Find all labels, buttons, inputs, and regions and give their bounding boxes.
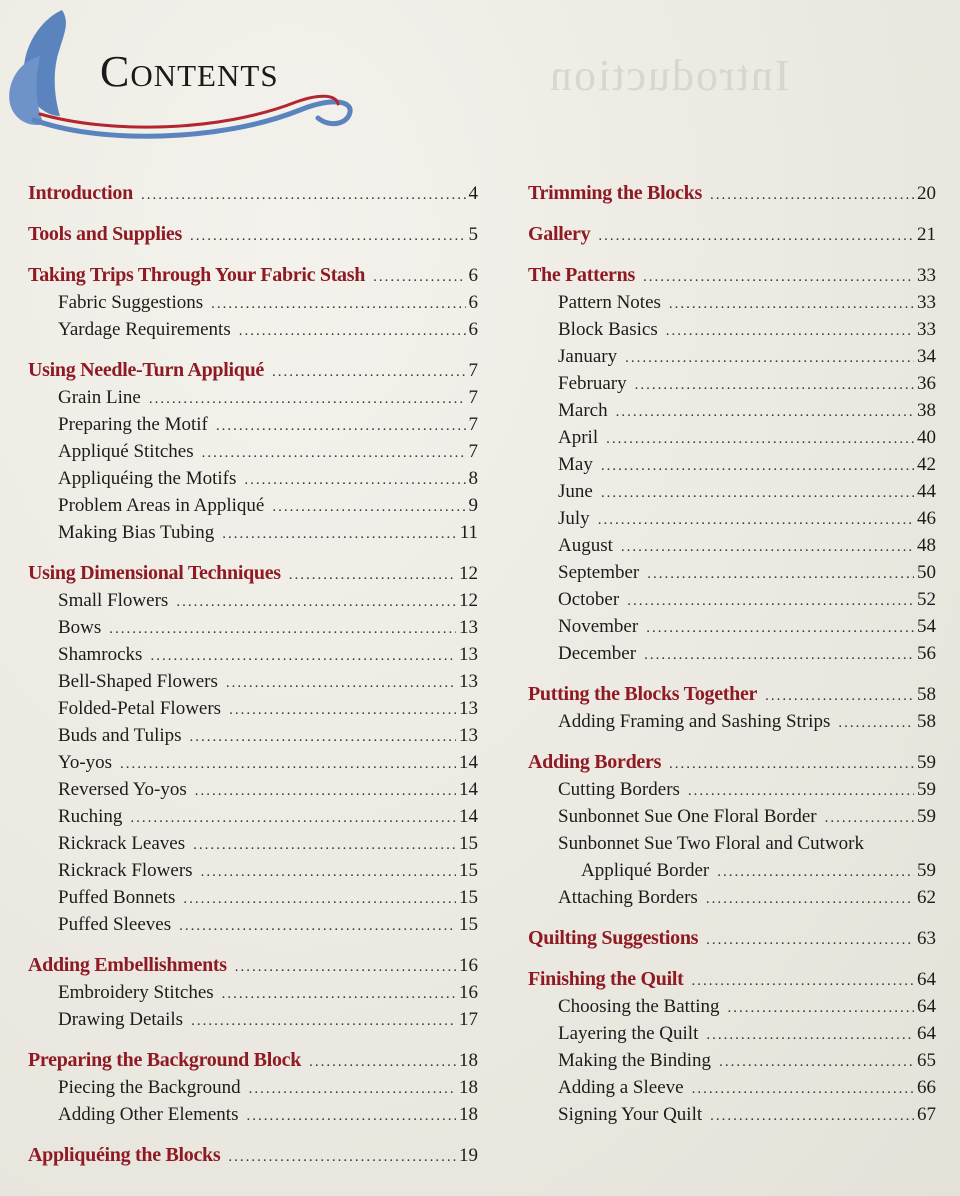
toc-subentry[interactable] [528, 1020, 936, 1047]
page-number: 14 [459, 752, 478, 773]
page-number: 59 [917, 752, 936, 773]
page-number: 40 [917, 427, 936, 448]
page-number: 14 [459, 779, 478, 800]
page-number: 44 [917, 481, 936, 502]
dot-leader [190, 724, 456, 751]
dot-leader [190, 223, 466, 250]
toc-chapter-label: Using Dimensional Techniques [28, 562, 281, 584]
toc-subentry[interactable] [528, 640, 936, 667]
toc-subentry[interactable] [28, 519, 478, 546]
toc-left-column [28, 180, 478, 1183]
dot-leader [244, 467, 465, 494]
page-number: 16 [459, 982, 478, 1003]
toc-subentry-label: Pattern Notes [558, 292, 661, 313]
toc-subentry-label: August [558, 535, 613, 556]
toc-subentry[interactable] [28, 492, 478, 519]
page-number: 6 [468, 265, 478, 286]
toc-chapter-label: Adding Borders [528, 751, 662, 773]
page-number: 66 [917, 1077, 936, 1098]
toc-subentry[interactable] [528, 370, 936, 397]
toc-subentry-line[interactable]: Sunbonnet Sue Two Floral and Cutwork [558, 833, 865, 854]
toc-subentry[interactable] [28, 465, 478, 492]
toc-chapter[interactable] [528, 262, 936, 289]
page-number: 11 [459, 522, 478, 543]
toc-subentry-label: Rickrack Flowers [58, 860, 193, 881]
page-number: 6 [468, 319, 478, 340]
toc-chapter-label: Introduction [28, 182, 133, 204]
dot-leader [644, 642, 914, 669]
toc-chapter[interactable] [528, 966, 936, 993]
toc-subentry[interactable] [28, 911, 478, 938]
toc-chapter-label: The Patterns [528, 264, 635, 286]
page-number: 12 [459, 563, 478, 584]
toc-chapter-group [528, 180, 936, 207]
dot-leader [183, 886, 456, 913]
dot-leader [272, 494, 465, 521]
toc-subentry[interactable] [28, 979, 478, 1006]
toc-subentry-label: Shamrocks [58, 644, 143, 665]
page-number: 21 [917, 224, 936, 245]
toc-subentry-label: Puffed Bonnets [58, 887, 176, 908]
toc-chapter-label: Preparing the Background Block [28, 1049, 302, 1071]
dot-leader [249, 1076, 456, 1103]
dot-leader [150, 643, 456, 670]
dot-leader [120, 751, 456, 778]
page-number: 38 [917, 400, 936, 421]
toc-subentry[interactable] [28, 695, 478, 722]
dot-leader [691, 968, 914, 995]
page-number: 64 [917, 969, 936, 990]
toc-subentry-label: May [558, 454, 593, 475]
toc-chapter[interactable] [28, 560, 478, 587]
toc-chapter-label: Using Needle-Turn Appliqué [28, 359, 264, 381]
toc-subentry-label: Signing Your Quilt [558, 1104, 703, 1125]
dot-leader [647, 561, 914, 588]
dot-leader [706, 927, 914, 954]
toc-subentry[interactable] [28, 1074, 478, 1101]
dot-leader [239, 318, 466, 345]
toc-subentry-label: Puffed Sleeves [58, 914, 172, 935]
page-number: 8 [468, 468, 478, 489]
toc-subentry-label: Adding a Sleeve [558, 1077, 684, 1098]
dot-leader [692, 1076, 914, 1103]
toc-chapter-group [28, 1047, 478, 1128]
toc-chapter-label: Adding Embellishments [28, 954, 227, 976]
toc-subentry-label: Fabric Suggestions [58, 292, 204, 313]
dot-leader [616, 399, 914, 426]
page-number: 17 [459, 1009, 478, 1030]
toc-chapter[interactable] [28, 262, 478, 289]
page-number: 6 [468, 292, 478, 313]
page-number: 50 [917, 562, 936, 583]
dot-leader [149, 386, 466, 413]
toc-subentry-label: Embroidery Stitches [58, 982, 214, 1003]
toc-subentry[interactable] [528, 316, 936, 343]
toc-chapter[interactable] [28, 1047, 478, 1074]
toc-subentry-label: Adding Framing and Sashing Strips [558, 711, 831, 732]
toc-subentry[interactable] [28, 857, 478, 884]
dot-leader [235, 954, 456, 981]
page-number: 13 [459, 671, 478, 692]
toc-subentry[interactable] [528, 708, 936, 735]
toc-chapter[interactable] [28, 952, 478, 979]
page-number: 9 [468, 495, 478, 516]
dot-leader [646, 615, 914, 642]
toc-chapter[interactable] [528, 221, 936, 248]
dot-leader [202, 440, 466, 467]
page-number: 56 [917, 643, 936, 664]
toc-subentry[interactable] [528, 857, 936, 884]
toc-subentry[interactable] [528, 586, 936, 613]
toc-subentry-label: Bows [58, 617, 102, 638]
toc-subentry-label: Bell-Shaped Flowers [58, 671, 218, 692]
toc-subentry[interactable] [28, 722, 478, 749]
toc-subentry-label: September [558, 562, 640, 583]
toc-chapter[interactable] [28, 221, 478, 248]
toc-subentry-label: December [558, 643, 637, 664]
dot-leader [222, 521, 456, 548]
toc-subentry[interactable] [28, 438, 478, 465]
toc-subentry-label: Ruching [58, 806, 123, 827]
toc-subentry[interactable] [528, 478, 936, 505]
toc-subentry-label: Small Flowers [58, 590, 169, 611]
toc-subentry[interactable] [28, 1101, 478, 1128]
page-number: 62 [917, 887, 936, 908]
dot-leader [216, 413, 466, 440]
toc-chapter-label: Taking Trips Through Your Fabric Stash [28, 264, 366, 286]
page-number: 36 [917, 373, 936, 394]
toc-subentry[interactable] [28, 289, 478, 316]
dot-leader [666, 318, 914, 345]
toc-chapter-label: Tools and Supplies [28, 223, 182, 245]
toc-subentry-label: Adding Other Elements [58, 1104, 239, 1125]
dot-leader [179, 913, 456, 940]
contents-header [0, 0, 380, 150]
toc-subentry[interactable] [28, 830, 478, 857]
dot-leader [201, 859, 456, 886]
toc-right-column [528, 180, 936, 1142]
page-number: 15 [459, 887, 478, 908]
page-number: 59 [917, 806, 936, 827]
dot-leader [141, 182, 466, 209]
toc-chapter[interactable] [528, 681, 936, 708]
toc-chapter-group [528, 262, 936, 667]
dot-leader [635, 372, 914, 399]
page-number: 18 [459, 1104, 478, 1125]
dot-leader [246, 1103, 456, 1130]
toc-subentry[interactable] [528, 451, 936, 478]
toc-subentry-label: June [558, 481, 593, 502]
toc-chapter-label: Finishing the Quilt [528, 968, 684, 990]
page-number: 42 [917, 454, 936, 475]
toc-subentry[interactable] [528, 1101, 936, 1128]
dot-leader [625, 345, 914, 372]
dot-leader [109, 616, 456, 643]
dot-leader [228, 1144, 456, 1171]
page-number: 13 [459, 725, 478, 746]
dot-leader [765, 683, 914, 710]
page-number: 63 [917, 928, 936, 949]
toc-subentry[interactable] [528, 993, 936, 1020]
toc-subentry-label: Drawing Details [58, 1009, 184, 1030]
page-number: 65 [917, 1050, 936, 1071]
toc-subentry[interactable] [28, 884, 478, 911]
dot-leader [601, 480, 914, 507]
toc-chapter-label: Appliquéing the Blocks [28, 1144, 221, 1166]
dot-leader [838, 710, 914, 737]
dot-leader [606, 426, 914, 453]
toc-chapter-label: Putting the Blocks Together [528, 683, 758, 705]
toc-subentry[interactable] [528, 289, 936, 316]
dot-leader [229, 697, 456, 724]
toc-subentry[interactable] [528, 397, 936, 424]
toc-subentry-label: Layering the Quilt [558, 1023, 699, 1044]
toc-subentry[interactable] [528, 343, 936, 370]
toc-subentry-label: Problem Areas in Appliqué [58, 495, 265, 516]
page-number: 13 [459, 698, 478, 719]
toc-subentry[interactable] [28, 641, 478, 668]
dot-leader [373, 264, 465, 291]
page-number: 48 [917, 535, 936, 556]
dot-leader [226, 670, 456, 697]
page-number: 14 [459, 806, 478, 827]
toc-subentry-label: Rickrack Leaves [58, 833, 186, 854]
toc-subentry-label: Preparing the Motif [58, 414, 208, 435]
page-number: 7 [468, 387, 478, 408]
dot-leader [193, 832, 456, 859]
toc-subentry[interactable] [28, 749, 478, 776]
toc-chapter-group [28, 180, 478, 207]
toc-chapter-group [28, 1142, 478, 1169]
toc-subentry-label: Choosing the Batting [558, 996, 720, 1017]
toc-subentry-label: October [558, 589, 620, 610]
toc-chapter[interactable] [28, 357, 478, 384]
toc-subentry-label: Reversed Yo-yos [58, 779, 187, 800]
dot-leader [621, 534, 914, 561]
toc-subentry-label: February [558, 373, 627, 394]
page-title: Contents [100, 47, 279, 96]
page-number: 54 [917, 616, 936, 637]
toc-subentry-label: Yardage Requirements [58, 319, 231, 340]
toc-subentry-label: Attaching Borders [558, 887, 698, 908]
toc-subentry-label: January [558, 346, 618, 367]
page-number: 33 [917, 265, 936, 286]
toc-subentry[interactable] [528, 776, 936, 803]
page-number: 64 [917, 1023, 936, 1044]
page-number: 46 [917, 508, 936, 529]
toc-subentry-label: Buds and Tulips [58, 725, 182, 746]
page-number: 15 [459, 833, 478, 854]
dot-leader [717, 859, 914, 886]
toc-subentry-label: Making the Binding [558, 1050, 712, 1071]
bleed-through-heading: Introduction [548, 51, 790, 100]
page-number: 12 [459, 590, 478, 611]
toc-subentry-label: Appliqué Stitches [58, 441, 194, 462]
toc-subentry-label: March [558, 400, 608, 421]
toc-chapter-group [528, 966, 936, 1128]
dot-leader [710, 182, 914, 209]
toc-subentry[interactable] [28, 614, 478, 641]
toc-chapter-group [28, 221, 478, 248]
toc-subentry[interactable] [528, 613, 936, 640]
dot-leader [191, 1008, 456, 1035]
page-number: 5 [468, 224, 478, 245]
page-number: 18 [459, 1050, 478, 1071]
toc-subentry[interactable] [28, 384, 478, 411]
dot-leader [627, 588, 914, 615]
toc-subentry[interactable] [28, 668, 478, 695]
toc-subentry[interactable] [528, 505, 936, 532]
dot-leader [211, 291, 465, 318]
toc-chapter[interactable] [28, 180, 478, 207]
toc-chapter-group [528, 749, 936, 911]
toc-subentry-label: November [558, 616, 639, 637]
toc-subentry[interactable] [28, 776, 478, 803]
toc-chapter-group [28, 952, 478, 1033]
dot-leader [710, 1103, 914, 1130]
toc-chapter[interactable] [528, 180, 936, 207]
toc-chapter[interactable] [28, 1142, 478, 1169]
page-number: 18 [459, 1077, 478, 1098]
page-number: 19 [459, 1145, 478, 1166]
toc-subentry-label: Block Basics [558, 319, 658, 340]
page-number: 7 [468, 441, 478, 462]
toc-chapter-group [528, 681, 936, 735]
toc-subentry-label: Making Bias Tubing [58, 522, 215, 543]
page-number: 33 [917, 292, 936, 313]
page-number: 34 [917, 346, 936, 367]
dot-leader [309, 1049, 456, 1076]
toc-subentry-label: Folded-Petal Flowers [58, 698, 222, 719]
toc-subentry-label: Sunbonnet Sue One Floral Border [558, 806, 817, 827]
page-number: 15 [459, 860, 478, 881]
toc-chapter[interactable] [528, 749, 936, 776]
page-number: 13 [459, 644, 478, 665]
page-number: 7 [468, 360, 478, 381]
page-number: 15 [459, 914, 478, 935]
dot-leader [669, 291, 914, 318]
toc-subentry-label: Appliquéing the Motifs [58, 468, 237, 489]
dot-leader [601, 453, 914, 480]
toc-chapter-group [28, 357, 478, 546]
toc-subentry[interactable] [528, 532, 936, 559]
toc-chapter[interactable] [528, 925, 936, 952]
page-number: 58 [917, 711, 936, 732]
page-number: 13 [459, 617, 478, 638]
toc-subentry[interactable] [528, 884, 936, 911]
toc-subentry-label: Yo-yos [58, 752, 113, 773]
page-number: 4 [468, 183, 478, 204]
page-number: 33 [917, 319, 936, 340]
toc-subentry[interactable] [528, 559, 936, 586]
toc-subentry[interactable] [528, 1047, 936, 1074]
dot-leader [669, 751, 914, 778]
dot-leader [222, 981, 456, 1008]
toc-subentry-label: Appliqué Border [581, 860, 710, 881]
page-number: 16 [459, 955, 478, 976]
dot-leader [643, 264, 914, 291]
dot-leader [706, 886, 914, 913]
dot-leader [825, 805, 914, 832]
toc-chapter-group [528, 925, 936, 952]
toc-subentry-label: Cutting Borders [558, 779, 680, 800]
toc-subentry[interactable] [528, 803, 936, 830]
dot-leader [598, 507, 914, 534]
page-number: 52 [917, 589, 936, 610]
toc-subentry[interactable] [528, 424, 936, 451]
dot-leader [719, 1049, 914, 1076]
toc-chapter-label: Gallery [528, 223, 591, 245]
page-number: 59 [917, 779, 936, 800]
dot-leader [195, 778, 456, 805]
dot-leader [272, 359, 466, 386]
toc-chapter-group [28, 262, 478, 343]
toc-subentry[interactable] [28, 587, 478, 614]
toc-chapter-group [528, 221, 936, 248]
page-number: 7 [468, 414, 478, 435]
dot-leader [706, 1022, 914, 1049]
page-number: 67 [917, 1104, 936, 1125]
dot-leader [728, 995, 915, 1022]
toc-subentry[interactable] [28, 316, 478, 343]
page-number: 64 [917, 996, 936, 1017]
toc-subentry[interactable] [28, 803, 478, 830]
page-number: 58 [917, 684, 936, 705]
toc-subentry[interactable] [28, 411, 478, 438]
page-number: 59 [917, 860, 936, 881]
toc-chapter-group [28, 560, 478, 938]
dot-leader [176, 589, 456, 616]
page-number: 20 [917, 183, 936, 204]
toc-subentry-label: Grain Line [58, 387, 141, 408]
dot-leader [289, 562, 456, 589]
dot-leader [130, 805, 456, 832]
toc-subentry-label: Piecing the Background [58, 1077, 241, 1098]
toc-subentry[interactable] [28, 1006, 478, 1033]
toc-chapter-label: Quilting Suggestions [528, 927, 699, 949]
dot-leader [688, 778, 914, 805]
toc-chapter-label: Trimming the Blocks [528, 182, 702, 204]
dot-leader [598, 223, 914, 250]
toc-subentry-label: April [558, 427, 599, 448]
toc-subentry[interactable] [528, 1074, 936, 1101]
toc-subentry-label: July [558, 508, 590, 529]
